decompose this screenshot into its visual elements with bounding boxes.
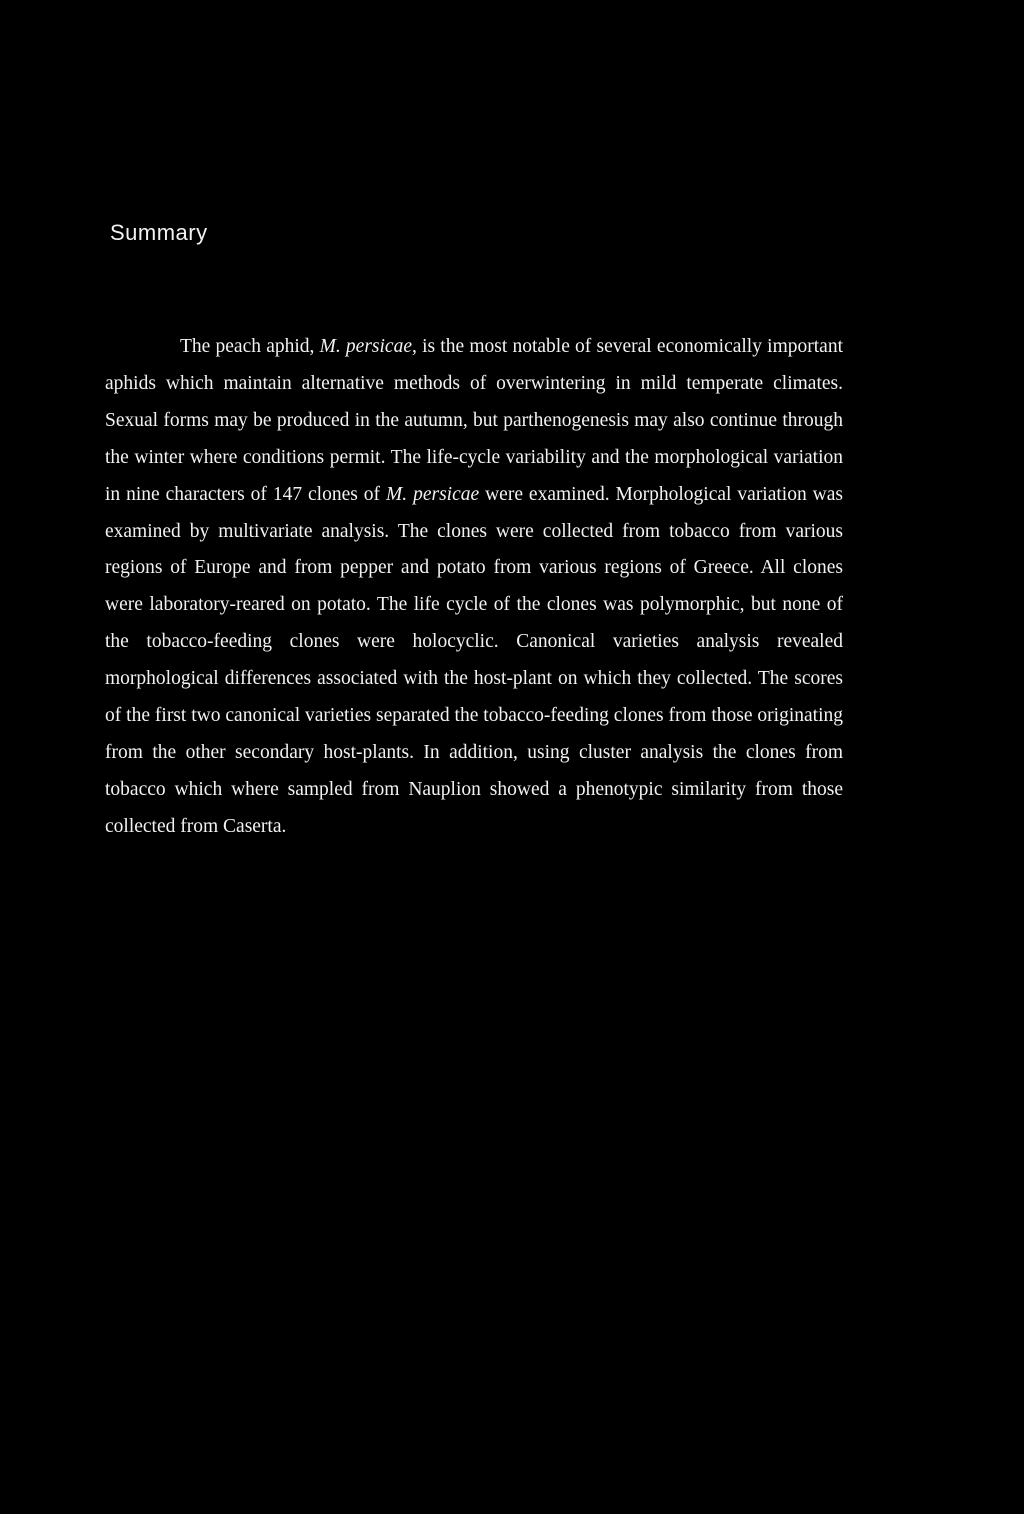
summary-paragraph xyxy=(105,329,843,846)
section-heading: Summary xyxy=(110,220,208,245)
summary-text-3: were examined. Morphological variation was examined by multivariate analysis. The clones were collected from tobacco from various regions of Europe and from pepper and potato from various regions of Greece. All clones were laboratory-reared on potato. The life cycle of the clones was polymorphic, but none of the tobacco-feeding clones were holocyclic. Canonical varieties analysis revealed morphological differences associated with the host-plant on which they collected. The scores of the first two canonical varieties separated the tobacco-feeding clones from those originating from the other secondary host-plants. In addition, using cluster analysis the clones from tobacco which where sampled from Nauplion showed a phenotypic similarity from those collected from Caserta. xyxy=(105,483,843,837)
species-name-2: M. persicae xyxy=(386,483,480,505)
summary-text-2: , is the most notable of several economically important aphids which maintain alternative methods of overwintering in mild temperate climates. Sexual forms may be produced in the autumn, but parthenogenesis may also continue through the winter where conditions permit. The life-cycle variability and the morphological variation in nine characters of 147 clones of xyxy=(105,336,843,505)
summary-text-1: The peach aphid, xyxy=(180,336,320,357)
species-name-1: M. persicae xyxy=(319,336,412,357)
